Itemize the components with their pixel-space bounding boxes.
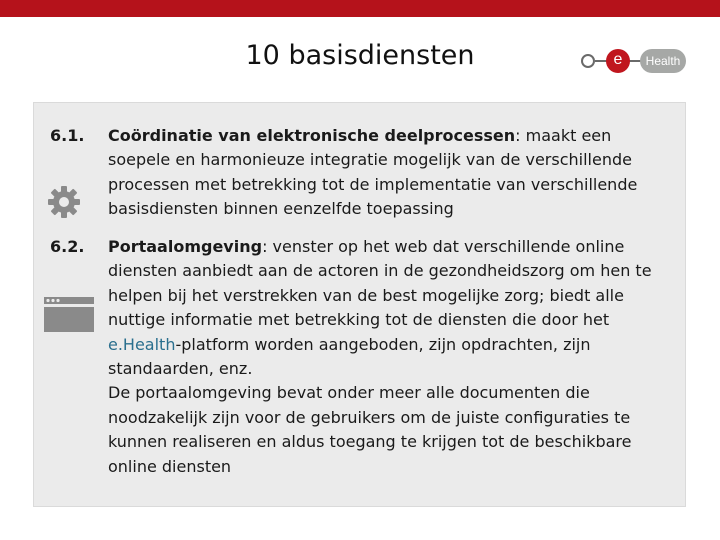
- top-accent-bar: [0, 0, 720, 17]
- logo-ring: [581, 54, 595, 68]
- browser-window-icon: [44, 297, 96, 335]
- item-text: [108, 124, 676, 222]
- gear-icon: [46, 184, 82, 220]
- logo-health-pill: Health: [640, 49, 686, 73]
- item-term: Portaalomgeving: [108, 237, 263, 256]
- logo-e-badge: e: [606, 49, 630, 73]
- item-number: 6.2.: [50, 237, 85, 256]
- item-description: : maakt een soepele en harmonieuze integratie mogelijk van de verschillende processen met betrekking tot de implementatie van verschillende basisdiensten binnen eenzelfde toepassing: [108, 126, 638, 219]
- slide-title: 10 basisdiensten: [245, 40, 475, 71]
- item-term: Coördinatie van elektronische deelprocessen: [108, 126, 516, 145]
- item-description-part1: : venster op het web dat verschillende online diensten aanbiedt aan de actoren in de gezondheidszorg om hen te helpen bij het verstrekken van de best mogelijke zorg; biedt alle nuttige informatie met betrekking tot de diensten die door het: [108, 237, 652, 330]
- content-panel: [34, 103, 685, 506]
- item-number: 6.1.: [50, 126, 85, 145]
- ehealth-link[interactable]: e.Health: [108, 334, 176, 354]
- ehealth-logo: [578, 46, 688, 76]
- item-description-part2: -platform worden aangeboden, zijn opdrachten, zijn standaarden, enz.: [108, 334, 591, 379]
- item-text: [108, 235, 676, 479]
- item-extra-paragraph: De portaalomgeving bevat onder meer alle documenten die noodzakelijk zijn voor de gebruikers om de juiste configuraties te kunnen realiseren en aldus toegang te krijgen tot de beschikbare online diensten: [108, 383, 632, 476]
